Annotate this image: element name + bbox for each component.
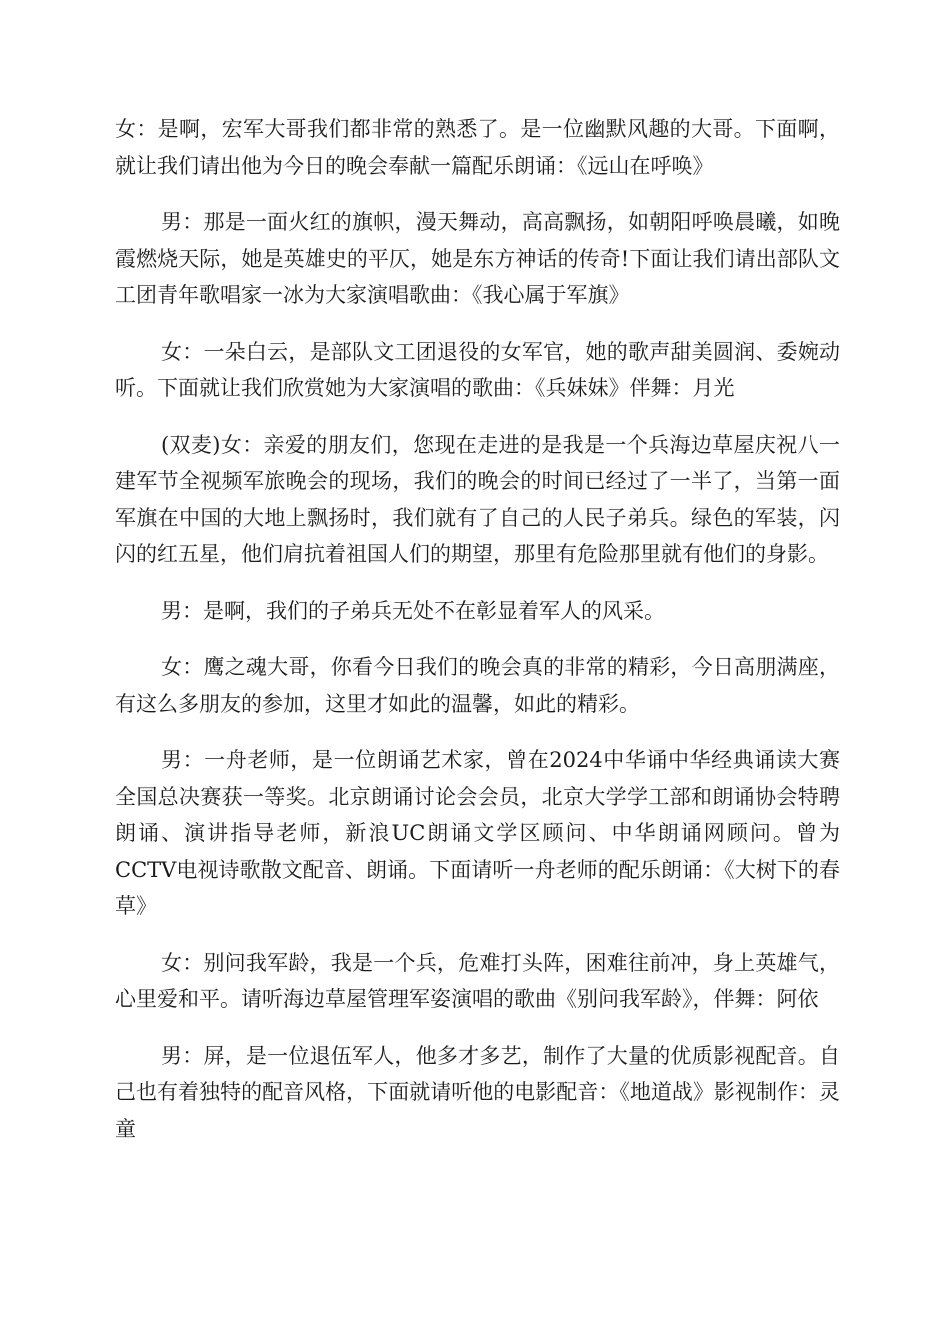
paragraph-9: 男：屏，是一位退伍军人，他多才多艺，制作了大量的优质影视配音。自己也有着独特的配音风格，下面就请听他的电影配音：《地道战》影视制作：灵童 <box>115 1043 840 1141</box>
paragraph-3: 女：一朵白云，是部队文工团退役的女军官，她的歌声甜美圆润、委婉动听。下面就让我们欣赏她为大家演唱的歌曲：《兵妹妹》伴舞：月光 <box>115 339 840 400</box>
paragraph-4: (双麦)女：亲爱的朋友们，您现在走进的是我是一个兵海边草屋庆祝八一建军节全视频军旅晚会的现场，我们的晚会的时间已经过了一半了，当第一面军旗在中国的大地上飘扬时，我们就有了自己的人民子弟兵。绿色的军装，闪闪的红五星，他们肩抗着祖国人们的期望，那里有危险那里就有他们的身影。 <box>115 432 840 566</box>
paragraph-6: 女：鹰之魂大哥，你看今日我们的晚会真的非常的精彩，今日高朋满座，有这么多朋友的参加，这里才如此的温馨，如此的精彩。 <box>115 655 840 716</box>
paragraph-1: 女：是啊，宏军大哥我们都非常的熟悉了。是一位幽默风趣的大哥。下面啊，就让我们请出他为今日的晚会奉献一篇配乐朗诵：《远山在呼唤》 <box>115 117 840 178</box>
paragraph-8: 女：别问我军龄，我是一个兵，危难打头阵，困难往前冲，身上英雄气，心里爱和平。请听海边草屋管理军姿演唱的歌曲《别问我军龄》，伴舞：阿依 <box>115 950 840 1011</box>
body-text <box>115 111 840 1167</box>
paragraph-5: 男：是啊，我们的子弟兵无处不在彰显着军人的风采。 <box>161 598 665 623</box>
paragraph-7: 男：一舟老师，是一位朗诵艺术家，曾在2024中华诵中华经典诵读大赛全国总决赛获一等奖。北京朗诵讨论会会员，北京大学学工部和朗诵协会特聘朗诵、演讲指导老师，新浪UC朗诵文学区顾问、中华朗诵网顾问。曾为CCTV电视诗歌散文配音、朗诵。下面请听一舟老师的配乐朗诵：《大树下的春草》 <box>115 748 840 918</box>
paragraph-2: 男：那是一面火红的旗帜，漫天舞动，高高飘扬，如朝阳呼唤晨曦，如晚霞燃烧天际，她是英雄史的平仄，她是东方神话的传奇!下面让我们请出部队文工团青年歌唱家一冰为大家演唱歌曲：《我心属于军旗》 <box>115 210 840 307</box>
